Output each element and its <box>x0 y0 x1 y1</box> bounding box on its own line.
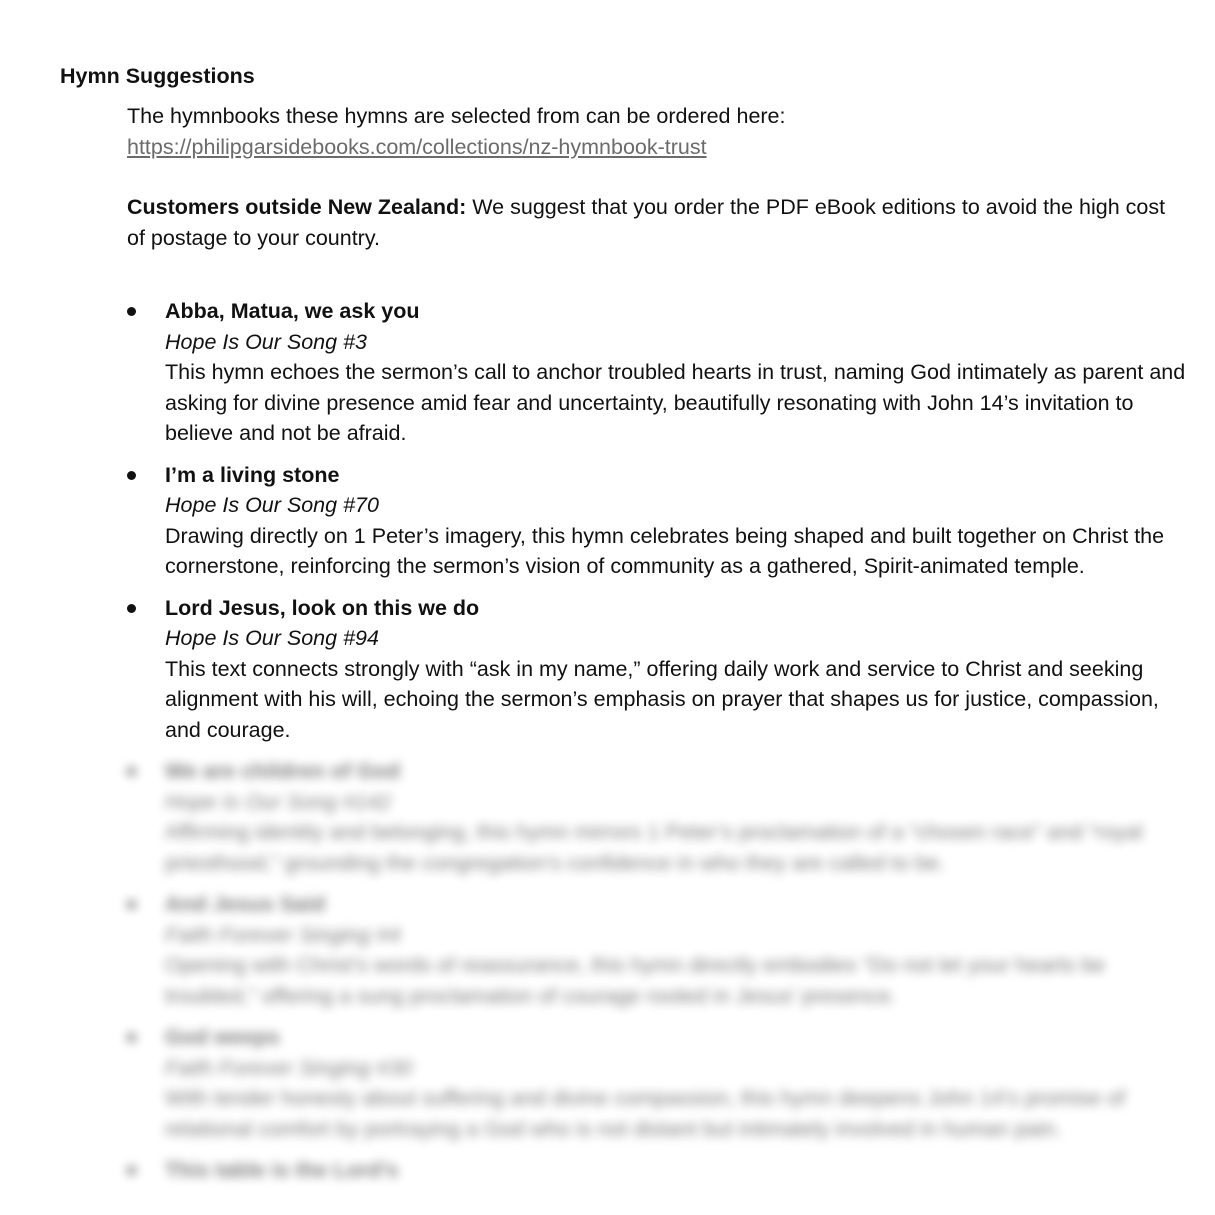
blurred-hymn-item <box>127 1022 1197 1144</box>
hymn-description: With tender honesty about suffering and divine compassion, this hymn deepens John 14’s promise of relational comfort by portraying a God who is not distant but intimately involved in human pain. <box>165 1086 1126 1141</box>
hymn-title: Abba, Matua, we ask you <box>165 299 420 323</box>
hymn-source: Hope Is Our Song #142 <box>165 789 391 814</box>
blurred-hymn-item <box>127 1155 1197 1186</box>
hymn-description: This text connects strongly with “ask in my name,” offering daily work and service to Christ and seeking alignment with his will, echoing the sermon’s emphasis on prayer that shapes us for justice, compassion, and courage. <box>165 656 1159 742</box>
order-link[interactable]: https://philipgarsidebooks.com/collections/nz-hymnbook-trust <box>127 134 707 159</box>
blurred-hymn-item <box>127 889 1197 1011</box>
hymn-title: We are children of God <box>165 759 400 783</box>
hymn-title: Lord Jesus, look on this we do <box>165 595 480 620</box>
hymn-title: And Jesus Said <box>165 892 326 916</box>
hymn-source: Faith Forever Singing #4 <box>165 922 401 947</box>
hymn-description: This hymn echoes the sermon’s call to anchor troubled hearts in trust, naming God intimately as parent and asking for divine presence amid fear and uncertainty, beautifully resonating with John 14’s invitation to believe and not be afraid. <box>165 360 1186 445</box>
blurred-hymn-item <box>127 756 1197 878</box>
hymn-item <box>127 593 1197 746</box>
hymn-title: God weeps <box>165 1025 280 1049</box>
intro-text: The hymnbooks these hymns are selected from can be ordered here: <box>127 104 786 128</box>
hymn-description: Drawing directly on 1 Peter’s imagery, this hymn celebrates being shaped and built together on Christ the cornerstone, reinforcing the sermon’s vision of community as a gathered, Spirit-animated temple. <box>165 523 1165 578</box>
page-title: Hymn Suggestions <box>60 64 255 88</box>
bullet-icon <box>127 1166 136 1175</box>
bullet-icon <box>127 307 136 316</box>
bullet-icon <box>127 604 136 613</box>
notice-text: We suggest that you order the PDF eBook editions to avoid the high cost of postage to your country. <box>127 195 1166 250</box>
hymn-item <box>127 460 1197 582</box>
notice-label: Customers outside New Zealand: <box>127 195 467 219</box>
hymn-description: Affirming identity and belonging, this hymn mirrors 1 Peter’s proclamation of a “chosen race” and “royal priesthood,” grounding the congregation’s confidence in who they are called to be. <box>165 820 1143 875</box>
bullet-icon <box>127 471 136 480</box>
hymn-source: Hope Is Our Song #94 <box>165 626 379 650</box>
hymn-item <box>127 296 1197 449</box>
intro-paragraph <box>127 101 1187 162</box>
hymn-source: Faith Forever Singing #30 <box>165 1055 413 1080</box>
hymn-description: Opening with Christ’s words of reassurance, this hymn directly embodies “Do not let your hearts be troubled,” offering a sung proclamation of courage rooted in Jesus’ presence. <box>165 953 1106 1008</box>
bullet-icon <box>127 1033 136 1042</box>
bullet-icon <box>127 767 136 776</box>
hymn-list <box>127 296 1197 1197</box>
hymn-source: Hope Is Our Song #3 <box>165 329 367 354</box>
hymn-title: I’m a living stone <box>165 462 340 487</box>
shipping-notice <box>127 192 1177 253</box>
bullet-icon <box>127 900 136 909</box>
hymn-source: Hope Is Our Song #70 <box>165 493 379 517</box>
hymn-title: This table is the Lord’s <box>165 1158 399 1182</box>
